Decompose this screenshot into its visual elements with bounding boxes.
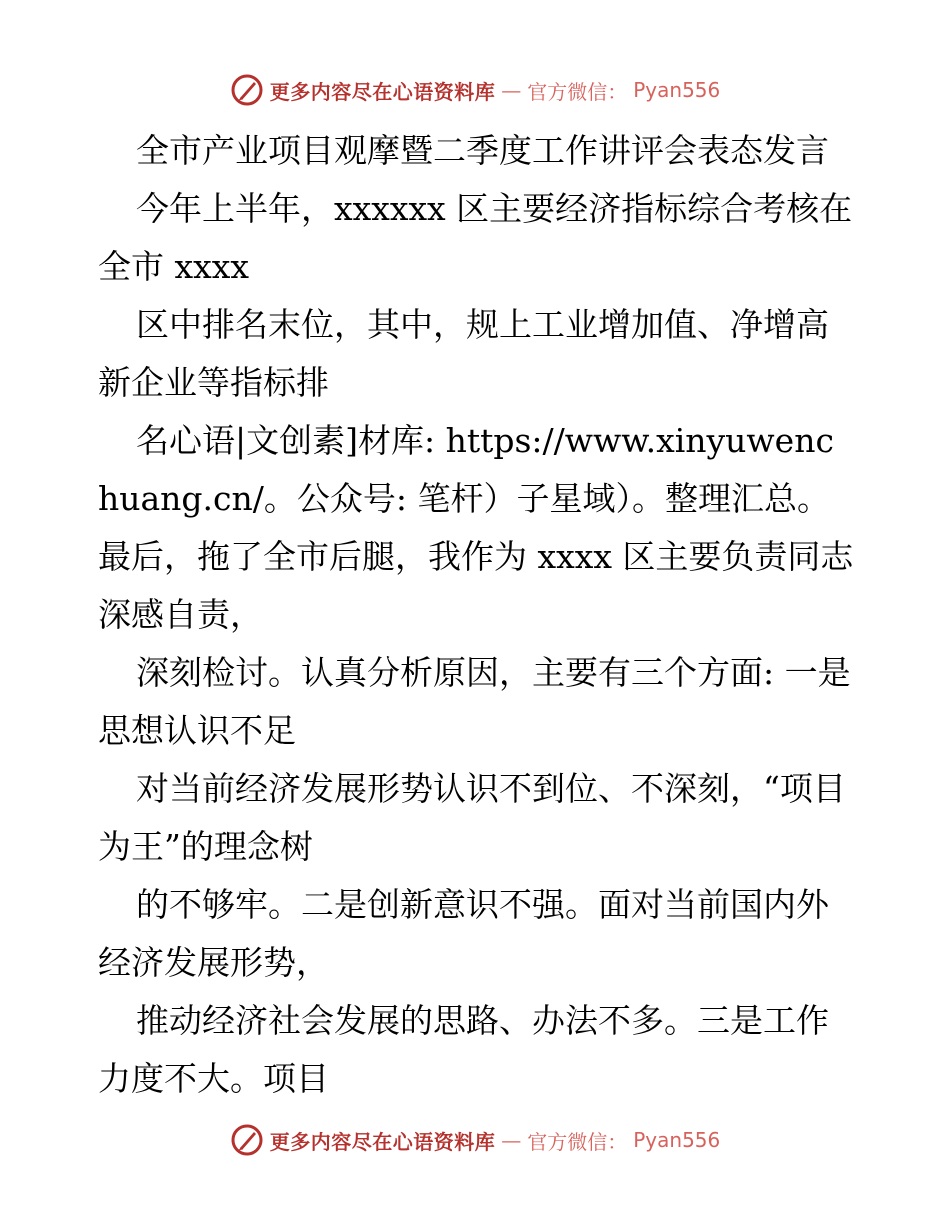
footer-official-label: 官方微信：: [527, 1129, 628, 1154]
paragraph: 今年上半年，xxxxxx 区主要经济指标综合考核在全市 xxxx: [98, 189, 853, 286]
paragraph: 推动经济社会发展的思路、办法不多。三是工作力度不大。项目: [98, 1001, 829, 1098]
paragraph: 深刻检讨。认真分析原因，主要有三个方面: 一是思想认识不足: [98, 653, 851, 750]
header-dash: —: [501, 78, 522, 102]
footer-banner: [0, 1120, 950, 1160]
header-wechat-id: Pyan556: [633, 78, 721, 102]
footer-wechat-id: Pyan556: [633, 1128, 721, 1152]
quill-pen-logo-icon: [230, 1123, 264, 1157]
paragraph: 名心语|文创素]材库: https://www.xinyuwenchuang.cn/。公众号: 笔杆）子星域）。整理汇总。最后，拖了全市后腿，我作为 xxxx 区主要负责同志深感自责，: [98, 421, 854, 634]
paragraph: 区中排名末位，其中，规上工业增加值、净增高新企业等指标排: [98, 305, 829, 402]
quill-pen-logo-icon: [230, 73, 264, 107]
document-body: [98, 122, 854, 1108]
paragraph: 的不够牢。二是创新意识不强。面对当前国内外经济发展形势，: [98, 885, 829, 982]
document-title: 全市产业项目观摩暨二季度工作讲评会表态发言: [136, 131, 829, 170]
header-official-label: 官方微信：: [527, 79, 628, 104]
header-promo-text: 更多内容尽在心语资料库: [269, 79, 496, 104]
footer-promo-text: 更多内容尽在心语资料库: [269, 1129, 496, 1154]
paragraph: 对当前经济发展形势认识不到位、不深刻，“项目为王”的理念树: [98, 769, 846, 866]
header-banner: [0, 70, 950, 110]
footer-dash: —: [501, 1128, 522, 1152]
